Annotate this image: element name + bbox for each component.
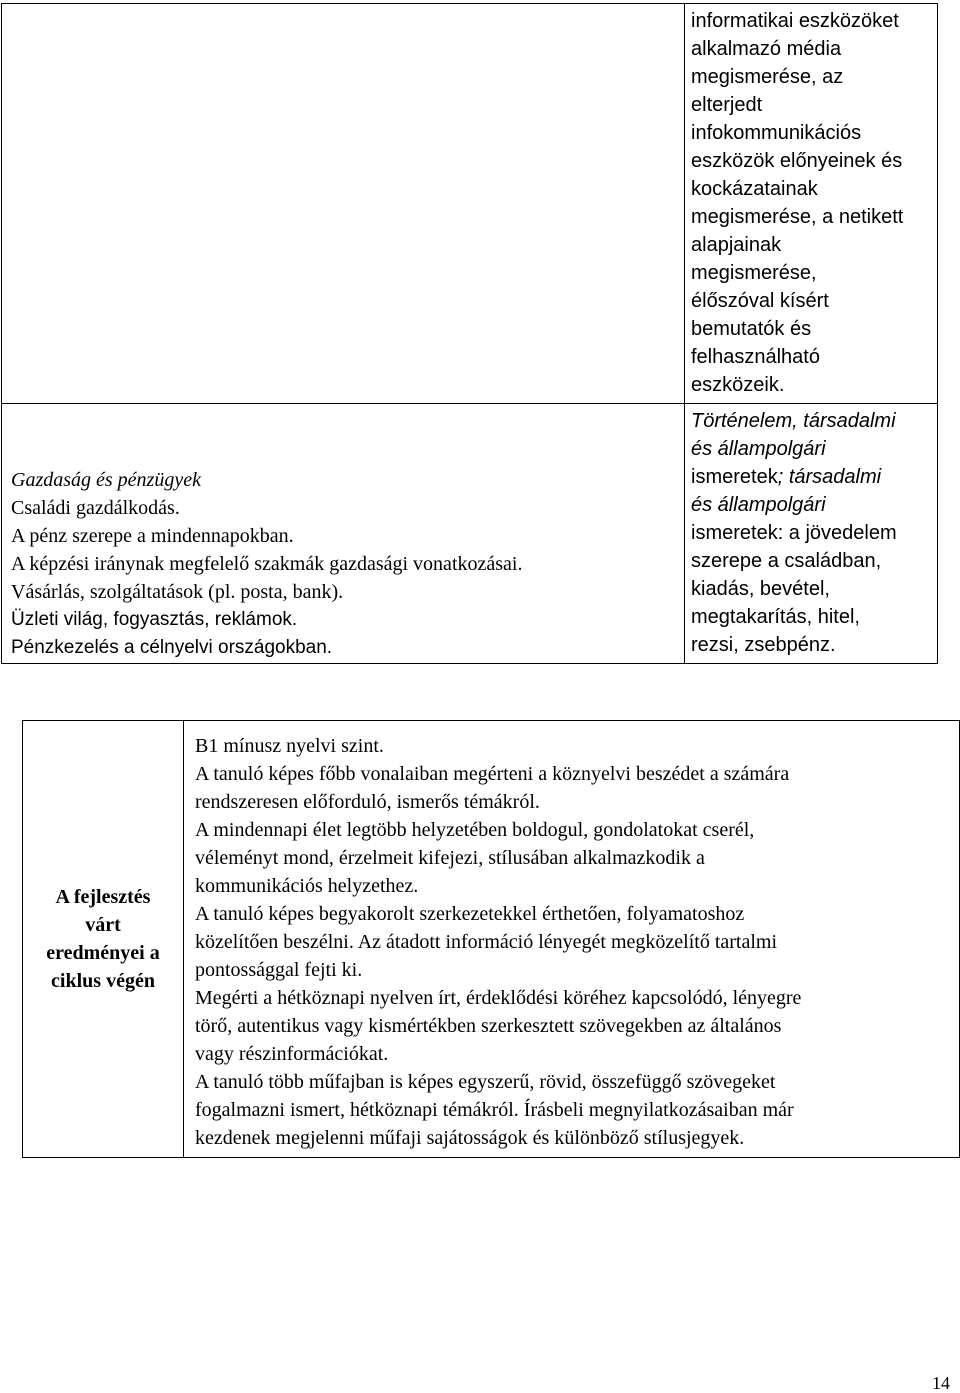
outcome-line: A tanuló képes begyakorolt szerkezetekkel érthetően, folyamatoshoz [195, 903, 745, 925]
text-line: megismerése, [691, 262, 817, 284]
text-line [691, 463, 931, 491]
outcomes-table [22, 720, 960, 1158]
outcome-line: A tanuló képes főbb vonalaiban megérteni a köznyelvi beszédet a számára [195, 763, 790, 785]
outcome-line: fogalmazni ismert, hétköznapi témákról. Írásbeli megnyilatkozásaiban már [195, 1099, 794, 1121]
outcome-line: A mindennapi élet legtöbb helyzetében boldogul, gondolatokat cserél, [195, 819, 755, 841]
text-line: élőszóval kísért [691, 290, 829, 312]
text-fragment: ; társadalmi [777, 466, 882, 488]
text-line: és állampolgári [691, 438, 826, 460]
text-line: és állampolgári [691, 494, 826, 516]
outcome-line: kommunikációs helyzethez. [195, 875, 419, 897]
text-line: bemutatók és [691, 318, 812, 340]
outcome-line: B1 mínusz nyelvi szint. [195, 735, 384, 757]
text-line: eszközeik. [691, 374, 785, 396]
topic-line: Vásárlás, szolgáltatások (pl. posta, bank). [11, 581, 344, 603]
text-line: felhasználható [691, 346, 820, 368]
empty-cell [2, 4, 685, 404]
outcomes-body-cell [184, 721, 960, 1158]
topic-line: A képzési iránynak megfelelő szakmák gazdasági vonatkozásai. [11, 553, 523, 575]
topic-line: Üzleti világ, fogyasztás, reklámok. [11, 609, 298, 630]
text-line: alkalmazó média [691, 38, 842, 60]
outcome-line: pontossággal fejti ki. [195, 959, 363, 981]
topic-cell [2, 404, 685, 664]
related-content-cell [685, 404, 938, 664]
text-line: informatikai eszközöket [691, 10, 899, 32]
text-line: elterjedt [691, 94, 763, 116]
outcome-line: A tanuló több műfajban is képes egyszerű, rövid, összefüggő szövegeket [195, 1071, 776, 1093]
outcome-line: véleményt mond, érzelmeit kifejezi, stílusában alkalmazkodik a [195, 847, 705, 869]
outcomes-heading-cell [23, 721, 184, 1158]
text-line: Történelem, társadalmi [691, 410, 896, 432]
table-row [23, 721, 960, 1158]
text-line: szerepe a családban, [691, 550, 882, 572]
outcome-line: rendszeresen előforduló, ismerős témákról. [195, 791, 540, 813]
text-line: megismerése, az [691, 66, 844, 88]
related-content-text [685, 4, 937, 403]
page-number: 14 [932, 1373, 950, 1393]
table-row [2, 4, 938, 404]
text-line: megtakarítás, hitel, [691, 606, 860, 628]
heading-line: ciklus végén [51, 970, 155, 992]
text-line: ismeretek: a jövedelem [691, 522, 897, 544]
text-line: kiadás, bevétel, [691, 578, 830, 600]
heading-line: eredményei a [46, 942, 160, 964]
outcome-line: Megérti a hétköznapi nyelven írt, érdeklődési köréhez kapcsolódó, lényegre [195, 987, 802, 1009]
topic-text [2, 466, 684, 663]
related-content-cell [685, 4, 938, 404]
topic-line: Családi gazdálkodás. [11, 497, 180, 519]
outcome-line: törő, autentikus vagy kismértékben szerkesztett szövegekben az általános [195, 1015, 782, 1037]
text-fragment: ismeretek [691, 466, 778, 488]
text-line: rezsi, zsebpénz. [691, 634, 836, 656]
related-content-text [685, 404, 937, 663]
outcome-line: vagy részinformációkat. [195, 1043, 389, 1065]
outcome-line: közelítően beszélni. Az átadott információ lényegét megközelítő tartalmi [195, 931, 778, 953]
text-line: megismerése, a netikett [691, 206, 904, 228]
topic-heading: Gazdaság és pénzügyek [11, 469, 201, 491]
text-line: infokommunikációs [691, 122, 862, 144]
text-line: eszközök előnyeinek és [691, 150, 903, 172]
outcome-line: kezdenek megjelenni műfaji sajátosságok és különböző stílusjegyek. [195, 1127, 745, 1149]
heading-line: várt [85, 914, 121, 936]
heading-line: A fejlesztés [55, 886, 151, 908]
topic-line: A pénz szerepe a mindennapokban. [11, 525, 294, 547]
text-line: kockázatainak [691, 178, 818, 200]
table-row [2, 404, 938, 664]
topics-table [1, 3, 938, 664]
topic-line: Pénzkezelés a célnyelvi országokban. [11, 637, 333, 658]
text-line: alapjainak [691, 234, 782, 256]
